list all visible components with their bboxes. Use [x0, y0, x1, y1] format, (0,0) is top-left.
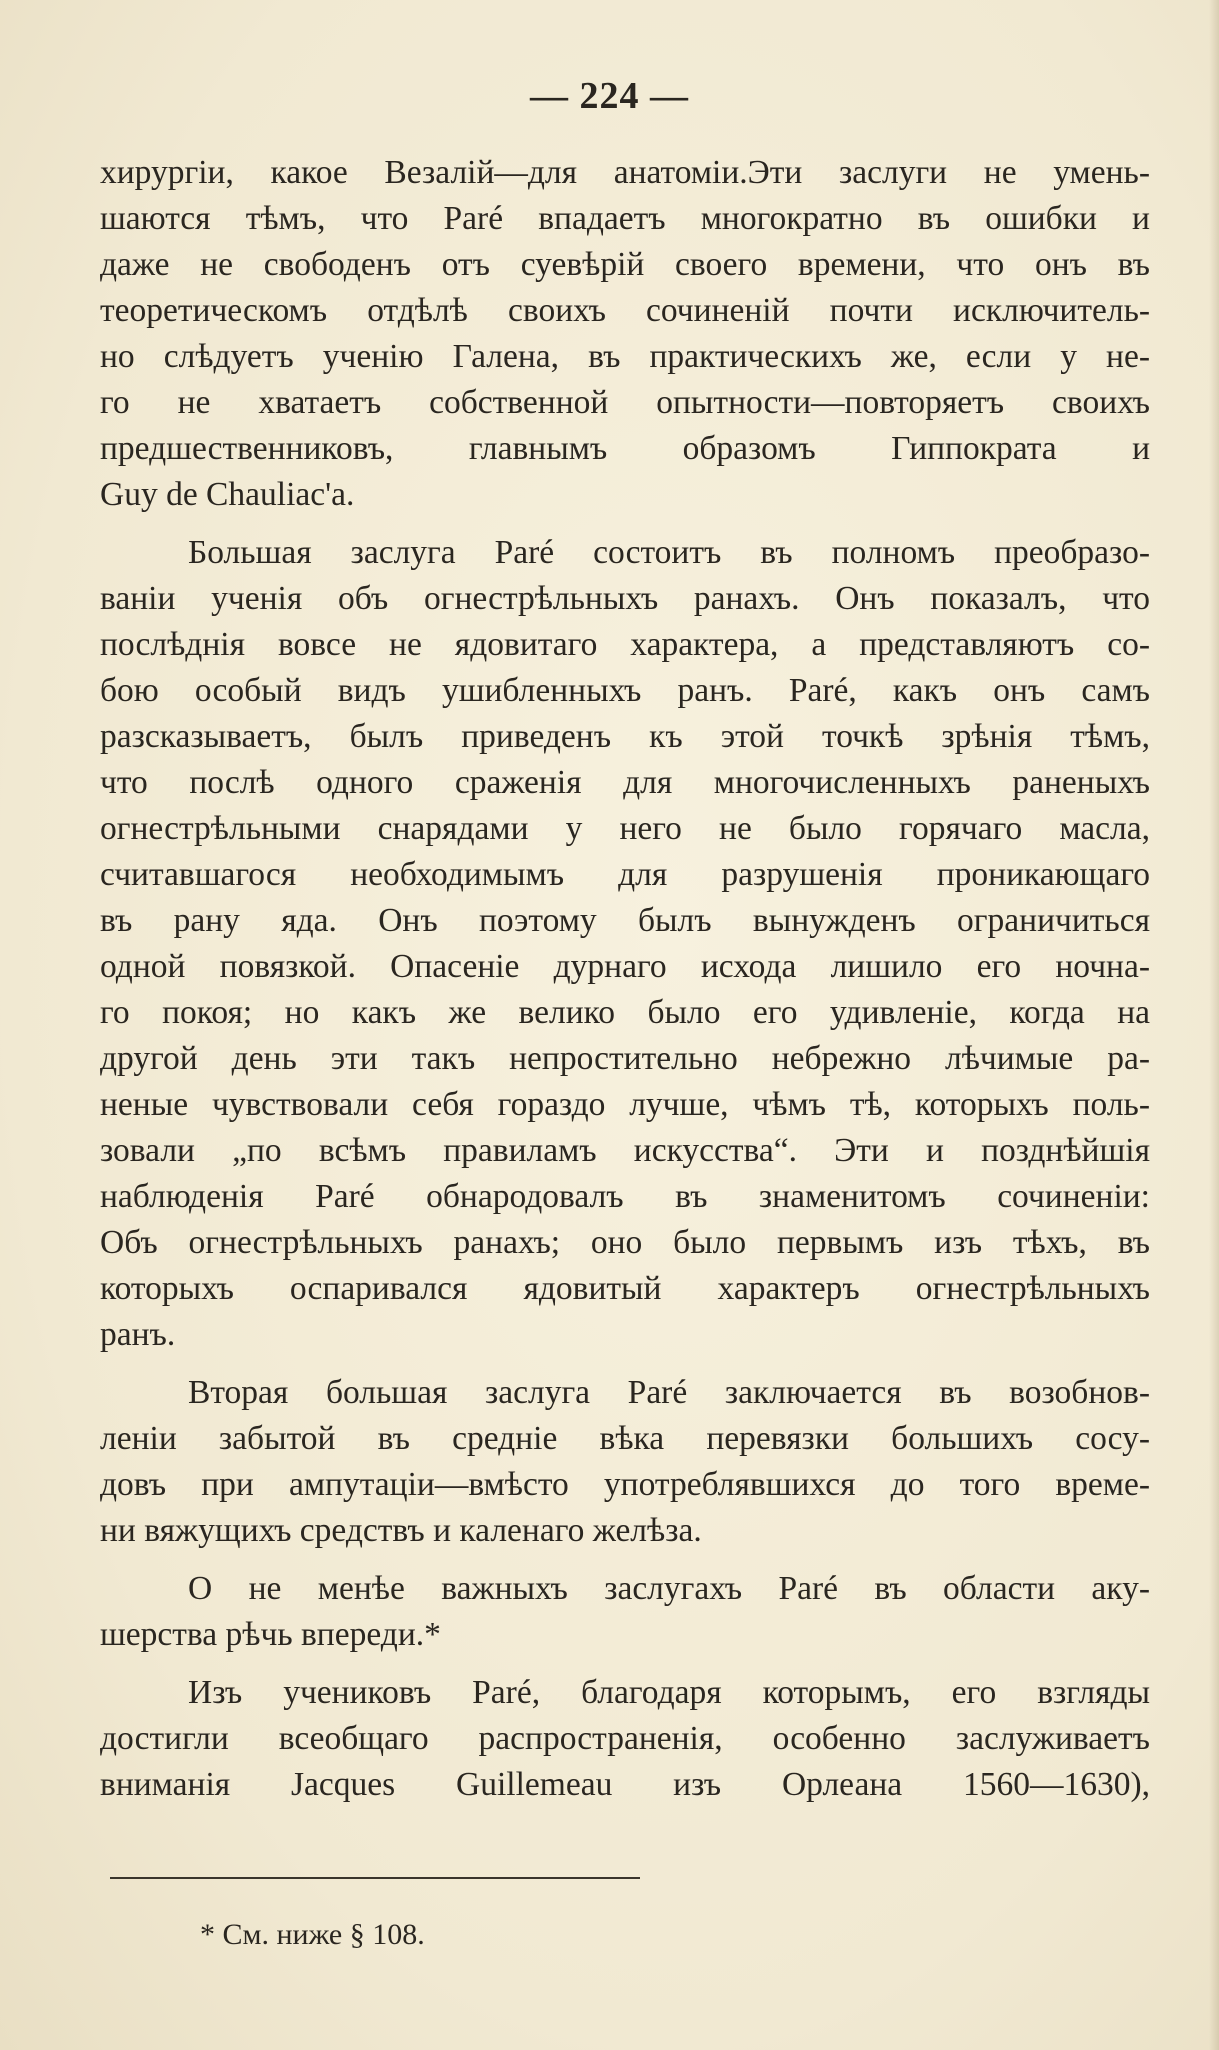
text-line: огнестрѣльными снарядами у него не было горячаго масла, [100, 810, 1150, 847]
text-line: одной повязкой. Опасеніе дурнаго исхода лишило его ночна- [100, 948, 1150, 985]
text-line: ранъ. [100, 1316, 176, 1353]
text-line: ни вяжущихъ средствъ и каленаго желѣза. [100, 1512, 702, 1549]
text-line: леніи забытой въ средніе вѣка перевязки большихъ сосу- [100, 1420, 1150, 1457]
text-line: ваніи ученія объ огнестрѣльныхъ ранахъ. Онъ показалъ, что [100, 580, 1150, 617]
text-line: въ рану яда. Онъ поэтому былъ вынужденъ ограничиться [100, 902, 1150, 939]
text-line: неные чувствовали себя гораздо лучше, чѣмъ тѣ, которыхъ поль- [100, 1086, 1150, 1123]
text-line: О не менѣе важныхъ заслугахъ Paré въ области аку- [188, 1570, 1150, 1607]
text-line: Объ огнестрѣльныхъ ранахъ; оно было первымъ изъ тѣхъ, въ [100, 1224, 1150, 1261]
footnote: * См. ниже § 108. [200, 1918, 425, 1951]
text-line: Изъ учениковъ Paré, благодаря которымъ, его взгляды [188, 1674, 1150, 1711]
text-line: разсказываетъ, былъ приведенъ къ этой точкѣ зрѣнія тѣмъ, [100, 718, 1150, 755]
page-edge-shadow [1209, 0, 1219, 2050]
text-line: что послѣ одного сраженія для многочисленныхъ раненыхъ [100, 764, 1150, 801]
page-number: — 224 — [530, 75, 689, 117]
text-line: послѣднія вовсе не ядовитаго характера, а представляютъ со- [100, 626, 1150, 663]
text-line: хирургіи, какое Везалій—для анатоміи.Эти заслуги не умень- [100, 154, 1150, 191]
text-line: довъ при ампутаціи—вмѣсто употреблявшихся до того време- [100, 1466, 1150, 1503]
text-line: даже не свободенъ отъ суевѣрій своего времени, что онъ въ [100, 246, 1150, 283]
text-line: го не хватаетъ собственной опытности—повторяетъ своихъ [100, 384, 1150, 421]
text-line: Большая заслуга Paré состоитъ въ полномъ преобразо- [188, 534, 1150, 571]
body-text [100, 150, 1150, 1820]
text-line: шаются тѣмъ, что Paré впадаетъ многократно въ ошибки и [100, 200, 1150, 237]
text-line: теоретическомъ отдѣлѣ своихъ сочиненій почти исключитель- [100, 292, 1150, 329]
text-line: Вторая большая заслуга Paré заключается въ возобнов- [188, 1374, 1150, 1411]
text-line: бою особый видъ ушибленныхъ ранъ. Paré, какъ онъ самъ [100, 672, 1150, 709]
text-line: зовали „по всѣмъ правиламъ искусства“. Эти и позднѣйшія [100, 1132, 1150, 1169]
paragraph [100, 150, 1150, 518]
paragraph [100, 1670, 1150, 1808]
text-line: другой день эти такъ непростительно небрежно лѣчимые ра- [100, 1040, 1150, 1077]
text-line: Guy de Chauliac'a. [100, 476, 355, 513]
paragraph [100, 530, 1150, 1358]
text-line: но слѣдуетъ ученію Галена, въ практическихъ же, если у не- [100, 338, 1150, 375]
paragraph [100, 1370, 1150, 1554]
text-line: шерства рѣчь впереди.* [100, 1616, 441, 1653]
paragraph [100, 1566, 1150, 1658]
text-line: наблюденія Paré обнародовалъ въ знаменитомъ сочиненіи: [100, 1178, 1150, 1215]
footnote-divider [110, 1877, 640, 1879]
text-line: вниманія Jacques Guillemeau изъ Орлеана 1560—1630), [100, 1766, 1150, 1803]
text-line: достигли всеобщаго распространенія, особенно заслуживаетъ [100, 1720, 1150, 1757]
text-line: предшественниковъ, главнымъ образомъ Гиппократа и [100, 430, 1150, 467]
text-line: которыхъ оспаривался ядовитый характеръ огнестрѣльныхъ [100, 1270, 1150, 1307]
text-line: считавшагося необходимымъ для разрушенія проникающаго [100, 856, 1150, 893]
text-line: го покоя; но какъ же велико было его удивленіе, когда на [100, 994, 1150, 1031]
